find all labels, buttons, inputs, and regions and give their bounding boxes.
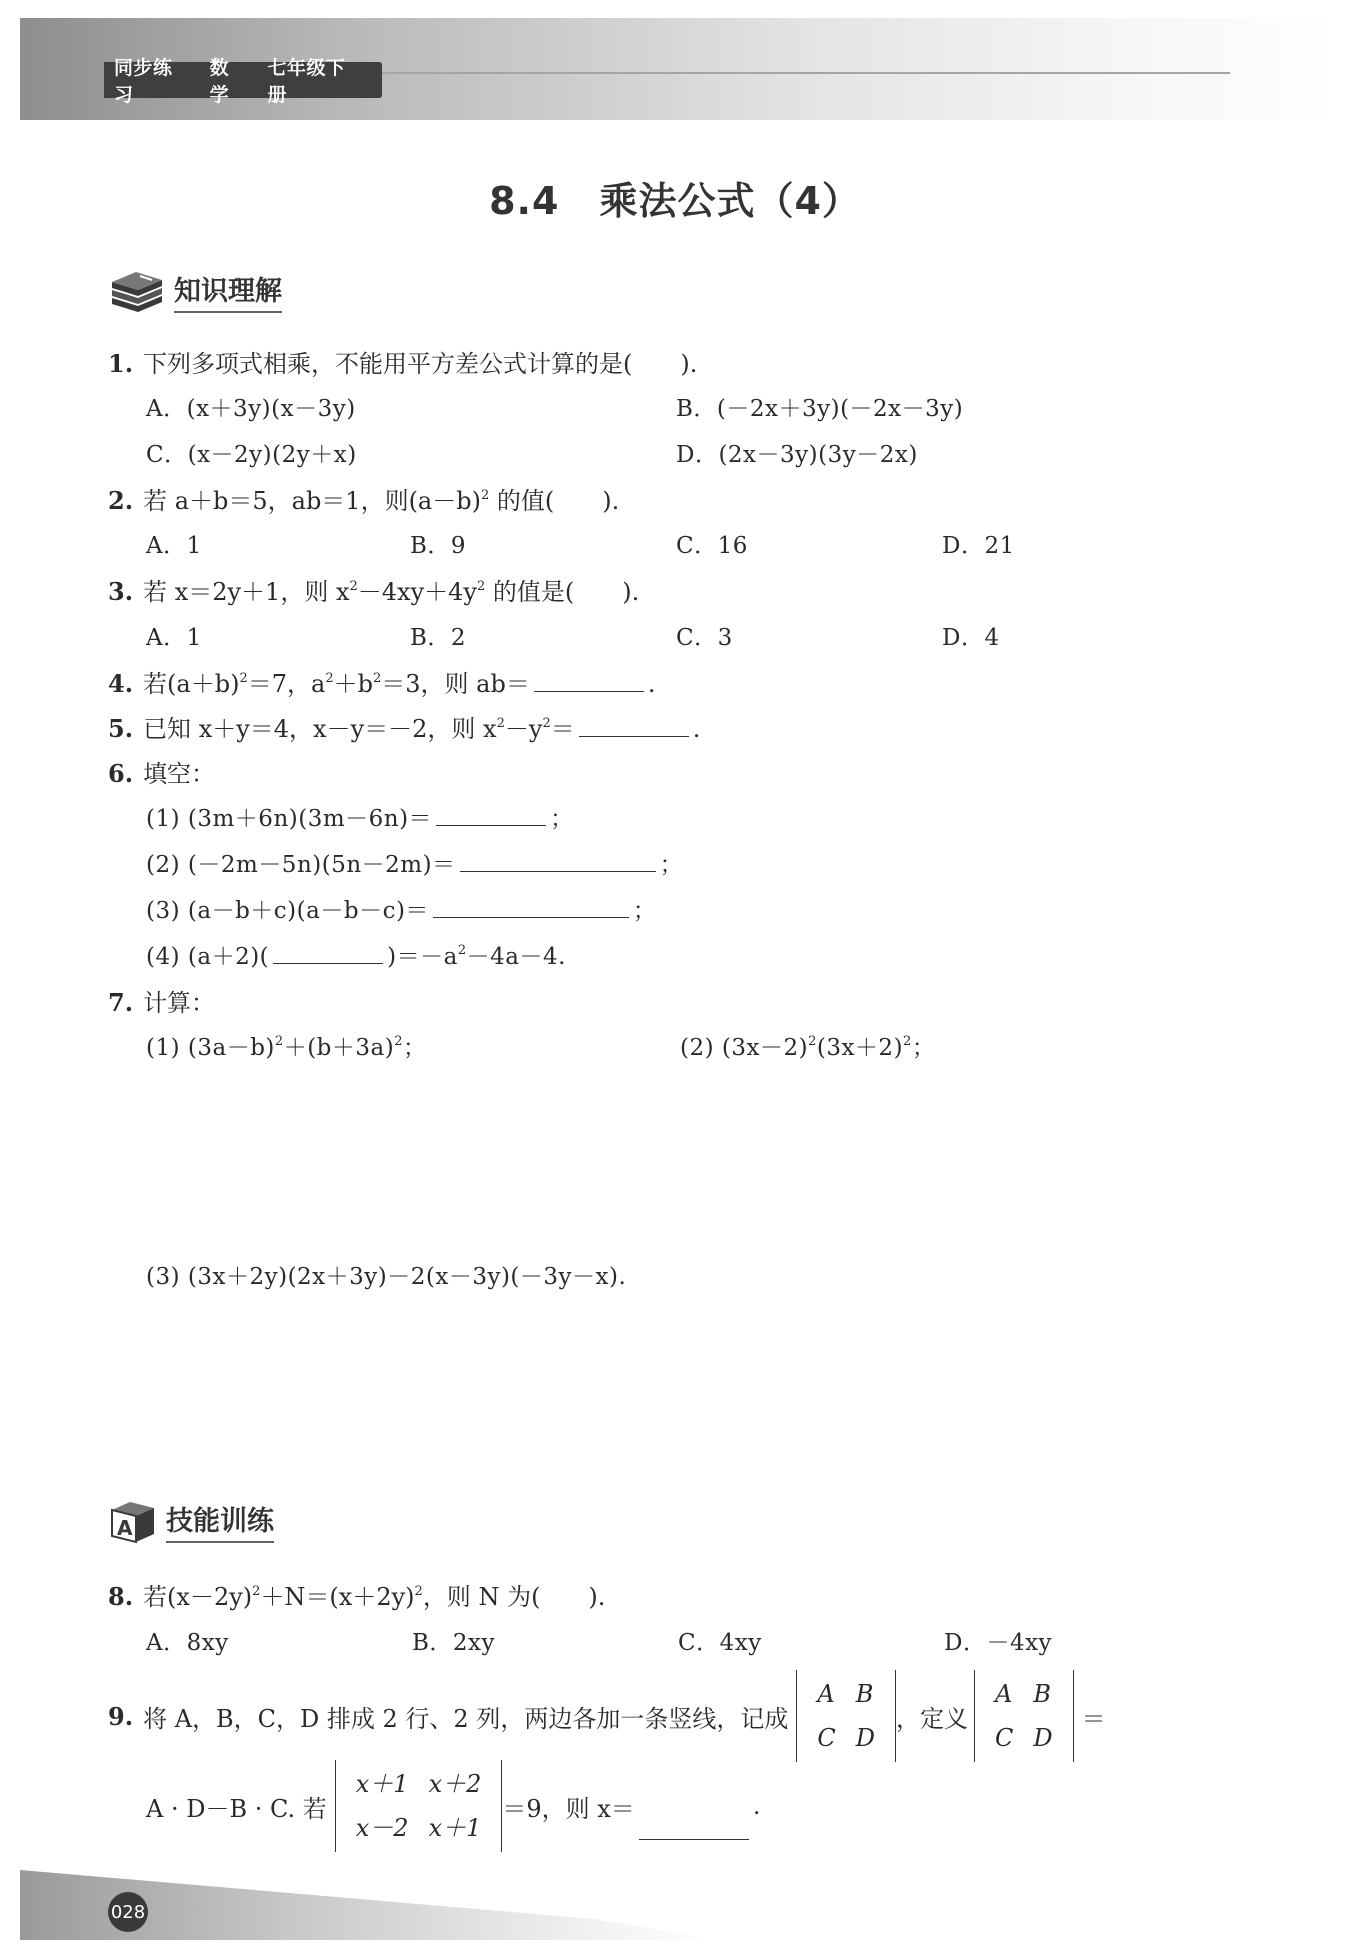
q9-define: ，定义 [895,1704,968,1733]
q4-number: 4. [108,669,134,698]
q6-part-1 [146,800,574,833]
q9-matrix-definition [974,1670,1074,1762]
q9-given-matrix [335,1760,503,1852]
q5-part2: －y [504,715,543,743]
question-9 [108,1670,1106,1762]
q6-p2-end: ； [659,852,684,878]
question-3 [108,572,639,607]
q5-answer-blank[interactable] [579,735,689,737]
q9-line2-pre: A · D－B · C. 若 [146,1794,327,1823]
q9-m2-a: A [994,1680,1013,1708]
q7-p1-mid: ＋(b＋3a) [283,1035,395,1061]
q2-stem-pre: 若 a＋b＝5，ab＝1，则(a－b) [143,487,481,515]
q1-option-d: D．(2x－3y)(3y－2x) [676,442,918,468]
q9-e12: x＋2 [428,1770,482,1798]
q3-stem-mid: －4xy＋4y [357,578,477,606]
q3-option-b: B．2 [410,625,467,651]
q5-part3: ＝ [550,715,575,743]
q4-answer-blank[interactable] [534,690,644,692]
q6-p1-text: (1) (3m＋6n)(3m－6n)＝ [146,806,433,832]
q7-p1-pre: (1) (3a－b) [146,1035,275,1061]
question-2 [108,481,619,516]
q7-stem: 计算： [143,989,216,1017]
section-title: 乘法公式（4） [599,179,861,223]
q4-part2: ＝7，a [247,670,326,698]
q3-option-d: D．4 [942,625,1000,651]
q8-sup-2: 2 [414,1584,423,1599]
q6-p2-blank[interactable] [460,870,656,872]
q6-stem: 填空： [143,760,216,788]
skills-section-label: 技能训练 [166,1499,274,1543]
q8-part1: 若(x－2y) [143,1583,253,1611]
q4-sup-2: 2 [325,671,334,686]
q1-option-b: B．(－2x＋3y)(－2x－3y) [676,396,964,422]
q7-p2-end: ； [911,1035,936,1061]
q7-part-2 [680,1029,935,1062]
skills-section-header [108,1498,274,1544]
q8-number: 8. [108,1582,134,1611]
q1-stem: 下列多项式相乘，不能用平方差公式计算的是( ). [143,350,698,378]
q2-option-b: B．9 [410,533,467,559]
q3-sup-1: 2 [349,579,358,594]
q5-sup-2: 2 [542,716,551,731]
q5-part1: 已知 x＋y＝4，x－y＝－2，则 x [143,715,497,743]
q9-m2-b: B [1033,1680,1051,1708]
q7-p1-sup-1: 2 [274,1034,284,1049]
svg-text:A: A [117,1516,133,1540]
q9-e21: x－2 [355,1814,409,1842]
q8-option-c: C．4xy [678,1630,762,1656]
q3-sup-2: 2 [476,579,486,594]
q6-p4-pre: (4) (a＋2)( [146,944,270,970]
q6-p3-blank[interactable] [433,916,629,918]
knowledge-section-header [108,268,282,314]
q7-p2-mid: (3x＋2) [816,1035,904,1061]
q8-option-a: A．8xy [146,1630,229,1656]
q6-part-4 [146,938,566,971]
q6-p3-text: (3) (a－b＋c)(a－b－c)＝ [146,898,429,924]
q7-number: 7. [108,988,134,1017]
q6-number: 6. [108,759,134,788]
q9-answer-blank[interactable] [639,1838,749,1840]
header-grade: 七年级下册 [267,57,346,106]
q9-equals: ＝ [1081,1704,1106,1733]
question-5 [108,709,700,744]
q9-line2-post: ＝9，则 x＝ [502,1794,635,1823]
question-8 [108,1577,605,1612]
q7-p2-sup-1: 2 [808,1034,817,1049]
q5-sup-1: 2 [496,716,505,731]
question-1 [108,344,697,379]
q6-p4-mid: )＝－a [387,944,458,970]
q3-option-c: C．3 [676,625,733,651]
q8-part3: ，则 N 为( ). [422,1583,606,1611]
q6-part-2 [146,846,683,879]
q8-option-b: B．2xy [412,1630,495,1656]
q9-m1-c: C [817,1724,836,1752]
question-4 [108,664,655,699]
question-6 [108,754,215,789]
q4-sup-3: 2 [372,671,382,686]
q1-number: 1. [108,349,134,378]
header-subject: 数学 [209,57,230,106]
q2-option-a: A．1 [146,533,202,559]
q9-m1-b: B [855,1680,874,1708]
q7-p1-sup-2: 2 [394,1034,403,1049]
q9-m1-d: D [855,1724,875,1752]
q8-sup-1: 2 [252,1584,261,1599]
q4-part1: 若(a＋b) [143,670,240,698]
question-9-line-2 [146,1760,760,1852]
q5-end: . [692,715,701,743]
q9-e22: x＋1 [428,1814,482,1842]
q6-p2-text: (2) (－2m－5n)(5n－2m)＝ [146,852,456,878]
q6-p4-post: －4a－4. [466,944,566,970]
q3-number: 3. [108,577,134,606]
q6-part-3 [146,892,656,925]
q8-part2: ＋N＝(x＋2y) [260,1583,415,1611]
q9-m2-d: D [1033,1724,1053,1752]
q7-part-1 [146,1029,426,1062]
q9-end: . [752,1792,761,1820]
header-series: 同步练习 [114,57,173,106]
q7-p1-end: ； [402,1035,427,1061]
q6-p4-blank[interactable] [273,962,383,964]
q3-option-a: A．1 [146,625,202,651]
q2-option-c: C．16 [676,533,748,559]
q9-number: 9. [108,1701,134,1731]
q6-p4-sup: 2 [457,943,467,958]
question-7 [108,983,215,1018]
q8-option-d: D．－4xy [944,1630,1053,1656]
q1-option-c: C．(x－2y)(2y＋x) [146,442,357,468]
q9-stem: 将 A，B，C，D 排成 2 行、2 列，两边各加一条竖线，记成 [143,1704,789,1733]
q1-option-a: A．(x＋3y)(x－3y) [146,396,356,422]
knowledge-section-label: 知识理解 [174,269,282,313]
q6-p3-end: ； [632,898,657,924]
page-title [0,170,1350,225]
q2-sup: 2 [480,488,490,503]
header-tag [104,57,382,106]
q2-number: 2. [108,486,134,515]
page-number: 028 [108,1892,148,1932]
q6-p1-blank[interactable] [436,824,546,826]
q4-part3: ＋b [333,670,373,698]
q5-number: 5. [108,714,134,743]
books-icon [108,268,166,314]
q9-e11: x＋1 [355,1770,409,1798]
q6-p1-end: ； [550,806,574,832]
q4-end: . [647,670,656,698]
q9-m1-a: A [817,1680,835,1708]
q3-stem-post: 的值是( ). [485,578,640,606]
section-number: 8.4 [489,179,560,223]
a-block-icon [108,1498,158,1544]
q4-sup-1: 2 [239,671,248,686]
q7-part-3: (3) (3x＋2y)(2x＋3y)－2(x－3y)(－3y－x). [146,1264,627,1290]
header-rule [380,72,1230,74]
q7-p2-pre: (2) (3x－2) [680,1035,809,1061]
q4-part4: ＝3，则 ab＝ [381,670,530,698]
q9-matrix-notation [796,1670,896,1762]
q2-stem-post: 的值( ). [489,487,620,515]
q7-p2-sup-2: 2 [903,1034,912,1049]
q2-option-d: D．21 [942,533,1015,559]
q9-m2-c: C [994,1724,1014,1752]
q3-stem-pre: 若 x＝2y＋1，则 x [143,578,350,606]
